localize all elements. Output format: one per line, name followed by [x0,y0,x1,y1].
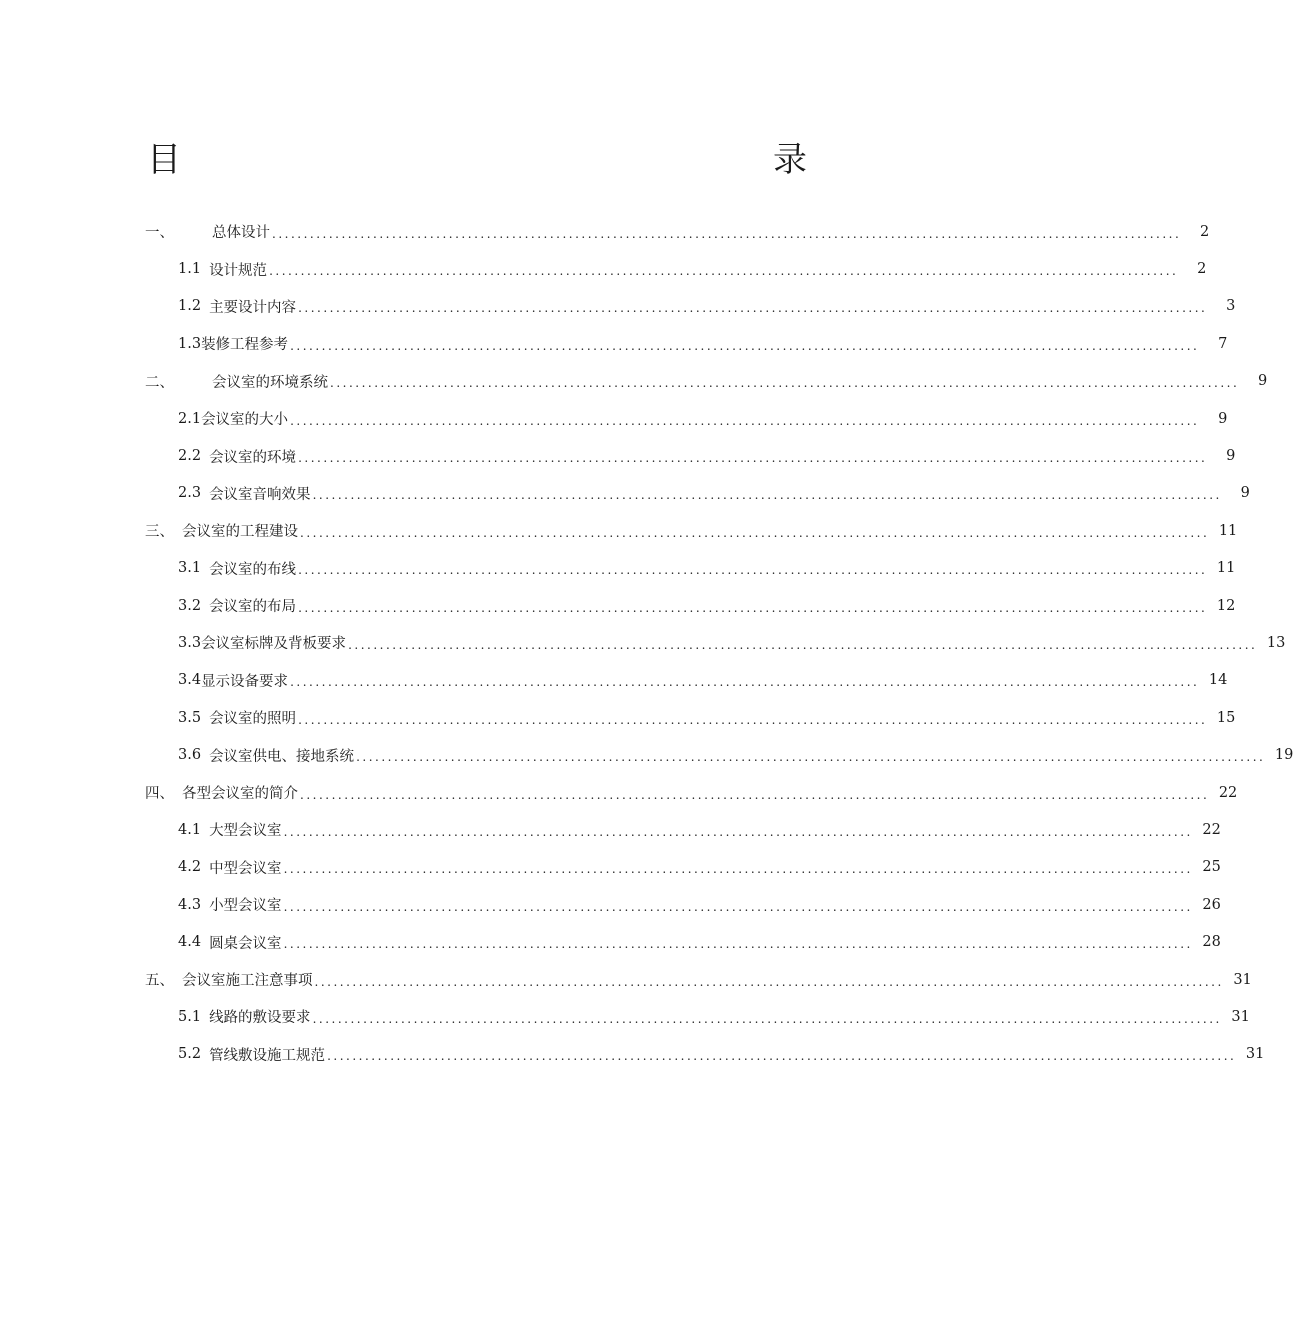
toc-dot-leader: ................................................................................................................................................ [312,1011,1222,1026]
toc-dot-leader: ................................................................................................................................................ [298,600,1208,615]
toc-entry-number: 四、 [145,786,174,803]
toc-entry[interactable] [145,886,1221,923]
toc-entry[interactable] [145,624,1286,661]
toc-entry-page-number: 2 [1197,261,1207,278]
toc-entry-number: 1.1 [178,261,202,278]
toc-entry-number: 2.1 [178,410,202,427]
toc-entry-page-number: 26 [1202,896,1221,913]
title-left-char: 目 [147,140,181,180]
toc-entry-number: 1.2 [178,298,202,315]
toc-entry-title: 小型会议室 [209,898,282,915]
toc-entry-number: 2.2 [178,448,202,465]
toc-dot-leader: ................................................................................................................................................ [298,563,1208,578]
toc-dot-leader: ................................................................................................................................................ [283,899,1193,914]
toc-entry[interactable] [145,512,1238,549]
toc-entry-number: 1.3 [178,335,202,352]
toc-entry[interactable] [145,736,1293,773]
toc-entry-page-number: 22 [1202,821,1221,838]
toc-entry-title: 显示设备要求 [201,673,289,690]
toc-dot-leader: ................................................................................................................................................ [327,1049,1237,1064]
toc-dot-leader: ................................................................................................................................................ [269,264,1179,279]
toc-entry-page-number: 9 [1240,485,1250,502]
toc-entry-number: 3.5 [178,709,202,726]
toc-entry-number: 5.2 [178,1046,202,1063]
toc-entry[interactable] [145,961,1252,998]
toc-dot-leader: ................................................................................................................................................ [283,937,1193,952]
toc-entry-number: 二、 [145,374,174,391]
toc-dot-leader: ................................................................................................................................................ [300,525,1210,540]
toc-entry-page-number: 22 [1218,784,1238,801]
toc-entry-title: 大型会议室 [209,823,282,840]
toc-entry-page-number: 13 [1266,634,1286,651]
toc-entry[interactable] [145,475,1250,512]
toc-entry-page-number: 31 [1245,1046,1265,1063]
toc-entry-title: 管线敷设施工规范 [209,1047,326,1064]
toc-entry-page-number: 3 [1226,298,1236,315]
toc-dot-leader: ................................................................................................................................................ [298,712,1208,727]
toc-entry-title: 线路的敷设要求 [209,1010,311,1027]
toc-dot-leader: ................................................................................................................................................ [290,338,1200,353]
toc-entry-number: 2.3 [178,485,202,502]
toc-entry[interactable] [145,587,1236,624]
toc-dot-leader: ................................................................................................................................................ [314,974,1224,989]
toc-entry-page-number: 28 [1202,934,1221,951]
toc-entry[interactable] [145,662,1228,699]
toc-entry[interactable] [145,998,1250,1035]
toc-entry-number: 3.3 [178,634,202,651]
toc-entry-title: 圆桌会议室 [209,935,282,952]
toc-entry-number: 3.6 [178,747,202,764]
toc-entry-title: 会议室的布局 [209,599,297,616]
toc-dot-leader: ................................................................................................................................................ [283,824,1193,839]
toc-entry-title: 会议室音响效果 [209,486,311,503]
toc-entry-title: 装修工程参考 [201,337,289,354]
toc-dot-leader: ................................................................................................................................................ [272,226,1182,241]
toc-entry[interactable] [145,550,1236,587]
toc-entry[interactable] [145,1036,1265,1073]
toc-entry-title: 中型会议室 [209,860,282,877]
toc-entry-number: 4.3 [178,896,202,913]
toc-dot-leader: ................................................................................................................................................ [356,750,1266,765]
toc-entry-number: 三、 [145,524,174,541]
toc-entry[interactable] [145,437,1236,474]
toc-dot-leader: ................................................................................................................................................ [290,675,1200,690]
toc-entry-title: 会议室的照明 [209,711,297,728]
toc-entry[interactable] [145,811,1221,848]
toc-entry-number: 一、 [145,225,174,242]
toc-entry-number: 3.1 [178,560,202,577]
toc-entry-number: 4.4 [178,934,202,951]
toc-entry-page-number: 15 [1216,709,1236,726]
toc-dot-leader: ................................................................................................................................................ [283,862,1193,877]
toc-entry-title: 总体设计 [212,225,270,242]
toc-entry[interactable] [145,774,1238,811]
toc-entry-number: 5.1 [178,1008,202,1025]
toc-entry-title: 会议室标牌及背板要求 [201,636,347,653]
toc-entry-page-number: 11 [1216,560,1236,577]
toc-entry-page-number: 7 [1218,335,1228,352]
toc-entry-title: 会议室的工程建设 [182,524,298,541]
toc-entry[interactable] [145,213,1210,250]
toc-entry-page-number: 31 [1231,1008,1250,1025]
toc-entry-title: 会议室供电、接地系统 [209,748,355,765]
toc-dot-leader: ................................................................................................................................................ [330,376,1240,391]
toc-entry-number: 3.4 [178,672,202,689]
toc-entry[interactable] [145,325,1228,362]
toc-entry-number: 4.2 [178,859,202,876]
toc-entry-title: 主要设计内容 [209,299,297,316]
toc-entry-title: 会议室施工注意事项 [182,973,313,989]
toc-title [147,138,807,182]
toc-entry[interactable] [145,250,1207,287]
toc-entry-number: 3.2 [178,597,202,614]
toc-entry-title: 会议室的环境 [209,449,297,466]
toc-entry-page-number: 19 [1274,747,1293,764]
toc-entry-page-number: 25 [1202,859,1221,876]
toc-dot-leader: ................................................................................................................................................ [300,787,1210,802]
toc-entry-page-number: 2 [1200,223,1210,240]
toc-entry-number: 五、 [145,973,174,989]
toc-entry-page-number: 11 [1218,522,1238,539]
toc-entry-page-number: 9 [1258,373,1268,390]
toc-entry[interactable] [145,849,1221,886]
toc-entry-title: 会议室的环境系统 [212,374,328,391]
toc-entry-page-number: 31 [1233,971,1252,988]
toc-dot-leader: ................................................................................................................................................ [312,488,1222,503]
toc-entry-page-number: 12 [1216,597,1236,614]
toc-entry-page-number: 9 [1226,448,1236,465]
toc-dot-leader: ................................................................................................................................................ [298,301,1208,316]
toc-entry[interactable] [145,923,1221,960]
toc-entry-number: 4.1 [178,821,202,838]
toc-dot-leader: ................................................................................................................................................ [290,413,1200,428]
toc-entry-title: 各型会议室的简介 [182,786,298,803]
toc-dot-leader: ................................................................................................................................................ [298,451,1208,466]
toc-entry-title: 会议室的布线 [209,561,297,578]
toc-entry[interactable] [145,363,1268,400]
toc-entry[interactable] [145,699,1236,736]
title-right-char: 录 [773,140,807,180]
toc-entry-title: 设计规范 [209,262,268,279]
toc-dot-leader: ................................................................................................................................................ [348,637,1258,652]
toc-entry-page-number: 9 [1218,410,1228,427]
toc-entry[interactable] [145,400,1228,437]
toc-entry-page-number: 14 [1208,672,1228,689]
toc-entry[interactable] [145,288,1236,325]
table-of-contents [145,213,1293,1073]
toc-entry-title: 会议室的大小 [201,412,289,429]
